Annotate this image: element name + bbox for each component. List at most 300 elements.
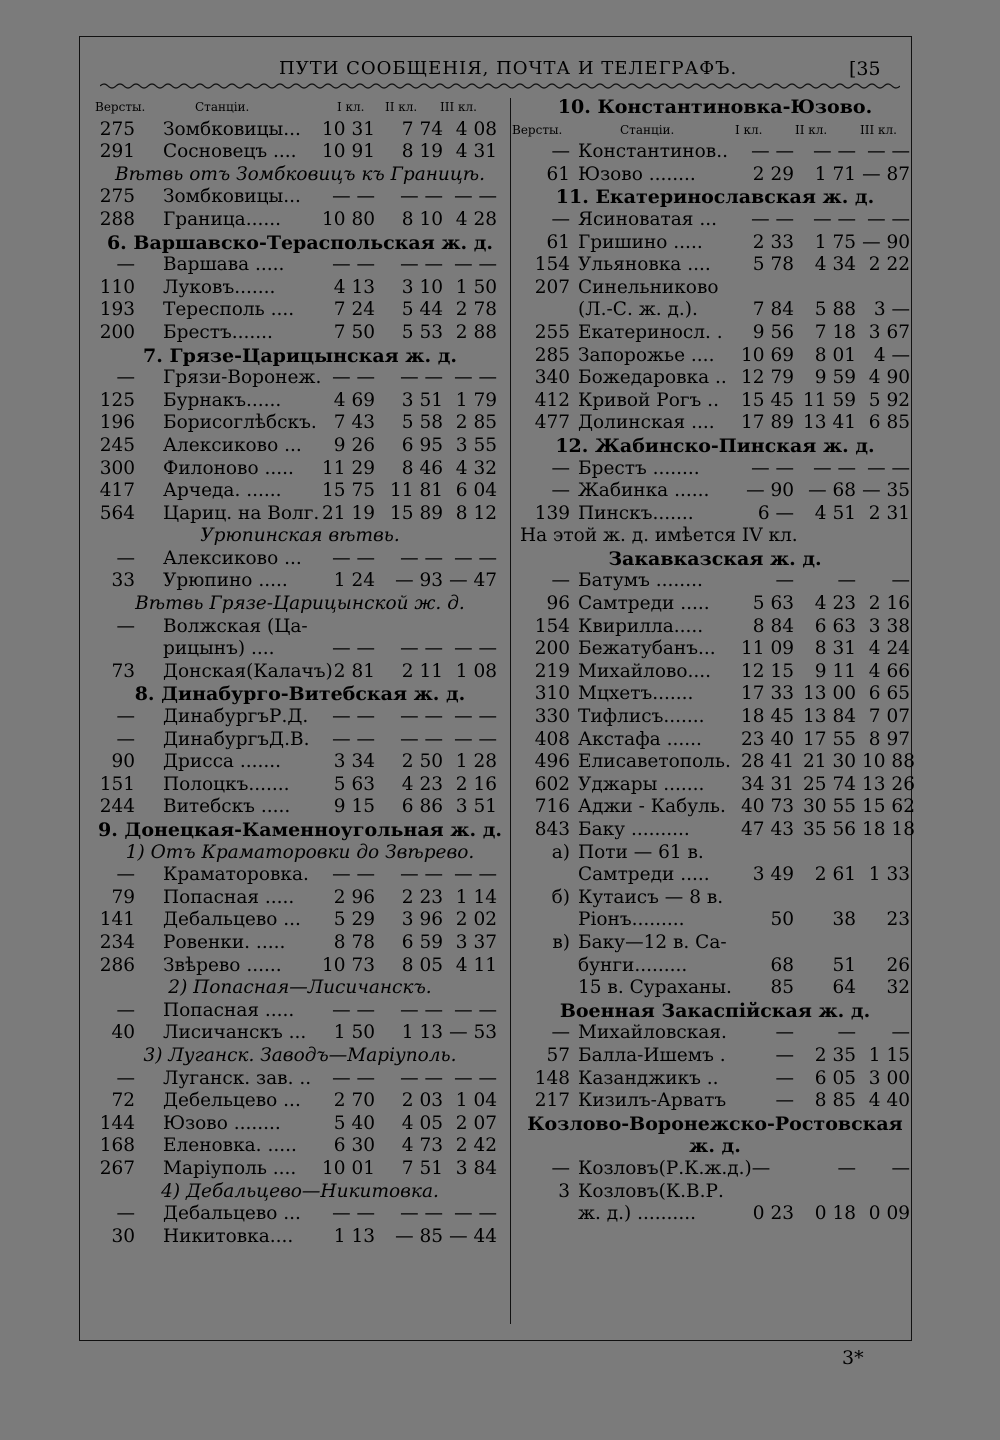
table-row [95, 1135, 505, 1158]
cell-versts: 200 [534, 638, 570, 660]
cell-versts: — [116, 367, 135, 389]
cell-station: Аджи - Кабуль. [578, 796, 726, 818]
cell-station: Козловъ(К.В.Р. [578, 1180, 724, 1202]
cell-class-2: — [837, 1022, 856, 1044]
cell-class-3: 10 88 [862, 751, 915, 773]
cell-station: Константинов.. [578, 141, 728, 163]
cell-class-1: — [775, 1044, 794, 1066]
table-row [520, 661, 910, 684]
column-header-class-3: III кл. [860, 122, 897, 137]
cell-station: Грязи-Воронеж. [163, 367, 322, 389]
cell-station: Кутаисъ — 8 в. [578, 886, 724, 908]
cell-class-1: — — [751, 208, 794, 230]
cell-station: Урюпино ..... [163, 570, 288, 592]
cell-versts: 139 [534, 502, 570, 524]
column-header-class-2: II кл. [795, 122, 828, 137]
table-row [95, 1022, 505, 1045]
cell-station: Кривой Рогъ .. [578, 389, 719, 411]
cell-class-1: — — [332, 186, 375, 208]
cell-station: Баку—12 в. Са- [578, 931, 727, 953]
cell-class-3: 23 [886, 909, 910, 931]
table-row [520, 1158, 910, 1181]
cell-versts: 33 [111, 570, 135, 592]
cell-class-1: — — [332, 706, 375, 728]
cell-class-3: 2 16 [868, 593, 910, 615]
left-column [95, 96, 505, 1248]
cell-class-3: 4 90 [868, 367, 910, 389]
table-row [520, 503, 910, 526]
cell-station: Елисаветополь. [578, 751, 731, 773]
cell-class-3: — — [867, 141, 910, 163]
cell-station: Попасная ..... [163, 886, 295, 908]
section-heading: Козлово-Воронежско-Ростовская [527, 1112, 903, 1135]
table-row [520, 932, 910, 955]
column-headers [95, 96, 505, 119]
cell-class-2: 1 71 [814, 163, 856, 185]
cell-station: Брестъ ........ [578, 457, 700, 479]
cell-class-2: 2 03 [401, 1090, 443, 1112]
cell-station: Юзово ........ [578, 163, 696, 185]
cell-class-1: — — [332, 367, 375, 389]
cell-class-2: 2 11 [401, 660, 443, 682]
cell-station: Маріуполь .... [163, 1157, 297, 1179]
table-row [95, 186, 505, 209]
cell-class-1: 12 15 [741, 660, 794, 682]
table-row [520, 864, 910, 887]
cell-class-3: — 44 [449, 1225, 497, 1247]
table-row [520, 277, 910, 300]
cell-class-3: — — [454, 254, 497, 276]
table-row [520, 1203, 910, 1226]
cell-class-2: — — [400, 1203, 443, 1225]
cell-class-1: 7 50 [333, 321, 375, 343]
cell-versts: — [116, 706, 135, 728]
cell-versts: 141 [99, 909, 135, 931]
cell-versts: б) [551, 886, 570, 908]
cell-station: Баку .......... [578, 819, 690, 840]
column-header-station: Станціи. [195, 100, 250, 114]
cell-station: Луганск. зав. .. [163, 1067, 312, 1089]
section-heading: 9. Донецкая-Каменноугольная ж. д. [97, 819, 502, 841]
cell-class-2: 30 55 [803, 796, 856, 818]
table-row [95, 367, 505, 390]
table-row [520, 412, 910, 435]
cell-versts: — [116, 999, 135, 1021]
cell-versts: 275 [99, 186, 135, 208]
table-row [95, 1158, 505, 1181]
cell-class-3: — — [454, 706, 497, 728]
cell-class-3: 2 22 [868, 254, 910, 276]
cell-class-3: 3 — [873, 299, 910, 321]
cell-station: Никитовка.... [163, 1225, 294, 1247]
cell-class-1: — — [332, 728, 375, 750]
page-title: ПУТИ СООБЩЕНІЯ, ПОЧТА И ТЕЛЕГРАФЪ. [279, 58, 738, 79]
cell-class-3: 3 67 [868, 321, 910, 343]
cell-class-1: — — [332, 1203, 375, 1225]
cell-class-3: 8 12 [455, 502, 497, 524]
cell-versts: 417 [99, 480, 135, 502]
cell-class-3: — — [454, 999, 497, 1021]
cell-class-3: 6 85 [868, 412, 910, 434]
cell-versts: 151 [99, 773, 135, 795]
cell-class-1: 17 89 [741, 412, 794, 434]
cell-station: Филоново ..... [163, 457, 294, 479]
cell-class-2: 35 56 [803, 819, 856, 840]
cell-class-3: — 35 [862, 480, 910, 502]
table-row [95, 1090, 505, 1113]
cell-class-3: — 90 [862, 231, 910, 253]
section-heading: Закавказская ж. д. [608, 547, 822, 570]
cell-station: Дебальцево ... [163, 1203, 301, 1225]
page-number: [35 [849, 58, 881, 80]
cell-versts: 110 [99, 276, 135, 298]
cell-class-3: 4 11 [455, 954, 497, 976]
cell-class-2: 6 95 [401, 434, 443, 456]
cell-versts: — [116, 1067, 135, 1089]
cell-class-2: 13 41 [803, 412, 856, 434]
cell-class-2: 1 75 [814, 231, 856, 253]
table-row [520, 1068, 910, 1091]
section-heading: 12. Жабинско-Пинская ж. д. [555, 434, 875, 457]
table-row [520, 232, 910, 255]
cell-class-1: 5 78 [752, 254, 794, 276]
cell-class-1: 2 70 [333, 1090, 375, 1112]
cell-versts: 330 [534, 706, 570, 728]
cell-class-1: 28 41 [741, 751, 794, 773]
cell-station: Краматоровка. [163, 864, 309, 886]
cell-class-3: — 47 [449, 570, 497, 592]
cell-class-2: — — [400, 1067, 443, 1089]
cell-class-2: 13 84 [803, 706, 856, 728]
cell-class-3: — [891, 570, 910, 592]
cell-class-2: — [837, 1157, 856, 1179]
table-row [95, 796, 505, 819]
cell-class-2: 8 46 [401, 457, 443, 479]
cell-versts: 408 [534, 728, 570, 750]
cell-versts: 61 [546, 163, 570, 185]
cell-class-2: — 68 [808, 480, 856, 502]
column-header-versts: Версты. [512, 122, 563, 137]
cell-class-3: 1 08 [455, 660, 497, 682]
cell-station: Екатериносл. . [578, 321, 723, 343]
cell-class-2: — [837, 570, 856, 592]
cell-station: Поти — 61 в. [578, 841, 704, 863]
cell-versts: 207 [534, 276, 570, 298]
cell-station: Борисоглѣбскъ. [163, 412, 317, 434]
cell-station: Самтреди ..... [578, 864, 710, 886]
cell-class-3: 3 51 [455, 796, 497, 818]
table-row [520, 1045, 910, 1068]
cell-versts: — [551, 1157, 570, 1179]
cell-class-2: 25 74 [803, 773, 856, 795]
cell-class-1: 1 24 [333, 570, 375, 592]
cell-class-1: — — [751, 457, 794, 479]
section-heading: 10. Константиновка-Юзово. [557, 96, 873, 118]
cell-class-1: 50 [770, 909, 794, 931]
table-row [520, 322, 910, 345]
cell-class-1: — [775, 570, 794, 592]
cell-class-2: 5 88 [814, 299, 856, 321]
table-row [520, 458, 910, 481]
cell-class-2: — — [400, 638, 443, 660]
subsection-heading: 1) Отъ Краматоровки до Звѣрево. [125, 841, 475, 863]
table-row [520, 480, 910, 503]
cell-class-3: 3 84 [455, 1157, 497, 1179]
cell-class-2: 2 50 [401, 751, 443, 773]
table-row [95, 706, 505, 729]
cell-versts: 148 [534, 1067, 570, 1089]
cell-class-1: 15 45 [741, 389, 794, 411]
cell-class-1: 23 40 [741, 728, 794, 750]
cell-versts: — [551, 570, 570, 592]
cell-class-3: 3 55 [455, 434, 497, 456]
wavy-rule [100, 80, 900, 92]
cell-class-2: 8 05 [401, 954, 443, 976]
cell-versts: 602 [534, 773, 570, 795]
cell-class-2: — — [400, 864, 443, 886]
cell-versts: 72 [111, 1090, 135, 1112]
cell-station: Балла-Ишемъ . [578, 1044, 726, 1066]
cell-station: Алексиково ... [163, 547, 302, 569]
cell-class-2: 9 11 [814, 660, 856, 682]
cell-station: Дебальцево ... [163, 909, 301, 931]
subsection-heading: 2) Попасная—Лисичанскъ. [168, 977, 432, 999]
cell-class-1: 12 79 [741, 367, 794, 389]
cell-station: Кизилъ-Арватъ [578, 1090, 727, 1112]
cell-class-2: — — [400, 254, 443, 276]
column-header-station: Станціи. [620, 122, 675, 137]
cell-class-3: 8 97 [868, 728, 910, 750]
cell-versts: а) [551, 841, 570, 863]
cell-class-1: 1 13 [333, 1225, 375, 1247]
cell-versts: 288 [99, 208, 135, 230]
cell-class-2: 6 05 [814, 1067, 856, 1089]
cell-versts: 285 [534, 344, 570, 366]
subsection-heading: Урюпинская вѣтвь. [200, 525, 400, 547]
cell-versts: 412 [534, 389, 570, 411]
column-header-class-2: II кл. [385, 100, 418, 114]
cell-class-3: — — [454, 1203, 497, 1225]
cell-station: Ріонъ......... [578, 909, 685, 931]
cell-class-2: 8 19 [401, 141, 443, 163]
column-headers [512, 119, 910, 142]
cell-versts: 496 [534, 751, 570, 773]
cell-class-3: 2 16 [455, 773, 497, 795]
cell-class-2: — — [813, 141, 856, 163]
table-row [95, 480, 505, 503]
cell-class-2: 11 59 [803, 389, 856, 411]
table-row [520, 773, 915, 797]
cell-versts: 61 [546, 231, 570, 253]
cell-station: Ровенки. ..... [163, 931, 286, 953]
cell-class-3: — [891, 1157, 910, 1179]
cell-class-1: 11 29 [322, 457, 375, 479]
cell-station: Волжская (Ца- [163, 615, 308, 637]
cell-class-1: 18 45 [741, 706, 794, 728]
cell-versts: 267 [99, 1157, 135, 1179]
cell-station: Тересполь .... [163, 299, 295, 321]
cell-class-2: — — [400, 186, 443, 208]
table-row [520, 141, 910, 164]
cell-versts: 154 [534, 254, 570, 276]
cell-class-2: 4 23 [814, 593, 856, 615]
cell-class-1: 7 24 [333, 299, 375, 321]
cell-versts: 564 [99, 502, 135, 524]
cell-class-1: 6 — [757, 502, 794, 524]
cell-class-3: — 87 [862, 163, 910, 185]
table-row [520, 367, 910, 390]
cell-station: Бурнакъ...... [163, 389, 282, 411]
cell-class-2: 38 [832, 909, 856, 931]
cell-class-1: — — [332, 547, 375, 569]
cell-class-1: 11 09 [741, 638, 794, 660]
cell-class-3: 1 14 [455, 886, 497, 908]
subsection-heading: 4) Дебальцево—Никитовка. [161, 1180, 439, 1202]
table-row [95, 119, 505, 142]
cell-class-1: 85 [770, 977, 794, 999]
cell-versts: 79 [111, 886, 135, 908]
cell-class-2: — — [400, 547, 443, 569]
table-row [520, 1181, 910, 1204]
cell-station: Полоцкъ....... [163, 773, 290, 795]
cell-class-2: 51 [832, 954, 856, 976]
table-row [95, 141, 505, 164]
cell-class-1: 17 33 [741, 683, 794, 705]
cell-class-2: 3 10 [401, 276, 443, 298]
cell-class-2: 13 00 [803, 683, 856, 705]
cell-versts: 200 [99, 321, 135, 343]
cell-versts: — [551, 141, 570, 163]
cell-class-3: 4 28 [455, 208, 497, 230]
cell-station: Ясиноватая ... [578, 208, 718, 230]
cell-station: Пинскъ....... [578, 502, 694, 524]
cell-station: Тифлисъ....... [578, 706, 705, 728]
cell-versts: 217 [534, 1090, 570, 1112]
cell-station: Витебскъ ..... [163, 796, 291, 818]
cell-versts: — [116, 547, 135, 569]
cell-class-2: — — [400, 999, 443, 1021]
cell-class-2: — — [400, 706, 443, 728]
table-row [95, 277, 505, 300]
cell-class-2: 2 61 [814, 864, 856, 886]
cell-class-2: 7 18 [814, 321, 856, 343]
cell-station: Запорожье .... [578, 344, 715, 366]
cell-class-3: 2 85 [455, 412, 497, 434]
cell-class-3: — — [867, 457, 910, 479]
table-row [520, 390, 910, 413]
cell-class-2: — — [400, 367, 443, 389]
cell-versts: 90 [111, 751, 135, 773]
table-row [520, 254, 910, 277]
cell-class-1: 2 29 [752, 163, 794, 185]
cell-class-1: 3 49 [752, 864, 794, 886]
table-row [95, 909, 505, 932]
section-note: На этой ж. д. имѣется IV кл. [520, 525, 798, 547]
cell-class-1: 21 19 [322, 502, 375, 524]
footer-signature: 3* [842, 1347, 864, 1369]
table-row [95, 887, 505, 910]
cell-versts: 73 [111, 660, 135, 682]
cell-class-3: 7 07 [868, 706, 910, 728]
cell-class-2: 1 13 [401, 1022, 443, 1044]
cell-versts: 57 [546, 1044, 570, 1066]
cell-class-1: — — [332, 1067, 375, 1089]
cell-class-1: — — [332, 864, 375, 886]
cell-class-3: — — [454, 864, 497, 886]
cell-class-2: 6 59 [401, 931, 443, 953]
cell-class-1: 2 96 [333, 886, 375, 908]
cell-station: Батумъ ........ [578, 570, 703, 592]
cell-class-2: 17 55 [803, 728, 856, 750]
cell-class-2: 2 23 [401, 886, 443, 908]
cell-station: Божедаровка .. [578, 367, 727, 389]
cell-class-3: — [891, 1022, 910, 1044]
cell-class-1: 1 50 [333, 1022, 375, 1044]
table-row [520, 164, 910, 187]
cell-station: Арчеда. ...... [163, 480, 282, 502]
cell-station: Зомбковицы... [163, 186, 301, 208]
table-row [95, 254, 505, 277]
cell-station: Козловъ(Р.К.ж.д.)— [578, 1157, 771, 1179]
cell-station: ж. д.) .......... [578, 1203, 696, 1225]
cell-class-2: 15 89 [390, 502, 443, 524]
cell-class-1: 9 26 [333, 434, 375, 456]
cell-class-2: — 85 [395, 1225, 443, 1247]
cell-class-2: 5 58 [401, 412, 443, 434]
cell-versts: 168 [99, 1135, 135, 1157]
subsection-heading: 3) Луганск. Заводъ—Маріуполь. [143, 1044, 457, 1066]
cell-station: рицынъ) .... [163, 638, 275, 660]
cell-class-3: 1 79 [455, 389, 497, 411]
cell-versts: — [551, 1022, 570, 1044]
table-row [95, 616, 505, 639]
cell-station: Сосновецъ .... [163, 141, 297, 163]
cell-class-2: 8 01 [814, 344, 856, 366]
cell-class-1: 0 23 [752, 1203, 794, 1225]
cell-class-2: 4 34 [814, 254, 856, 276]
cell-class-1: 6 30 [333, 1135, 375, 1157]
cell-class-1: — 90 [746, 480, 794, 502]
cell-class-3: 4 24 [868, 638, 910, 660]
cell-versts: 255 [534, 321, 570, 343]
cell-class-2: — — [813, 208, 856, 230]
cell-versts: 196 [99, 412, 135, 434]
cell-versts: 477 [534, 412, 570, 434]
subsection-heading: Вѣтвь отъ Зомбковицъ къ Границѣ. [115, 163, 485, 185]
cell-class-1: — — [332, 999, 375, 1021]
cell-class-1: 3 34 [333, 751, 375, 773]
cell-station: Акстафа ...... [578, 728, 702, 750]
cell-class-2: 11 81 [390, 480, 443, 502]
cell-class-1: 7 43 [333, 412, 375, 434]
cell-class-3: 6 04 [455, 480, 497, 502]
cell-versts: 716 [534, 796, 570, 818]
table-row [520, 593, 910, 616]
table-row [95, 729, 505, 752]
cell-versts: 125 [99, 389, 135, 411]
cell-versts: в) [552, 931, 570, 953]
right-column [512, 96, 915, 1226]
cell-versts: 291 [99, 141, 135, 163]
cell-station: Звѣрево ...... [163, 954, 282, 976]
cell-class-3: 5 92 [868, 389, 910, 411]
column-header-class-1: I кл. [337, 100, 365, 114]
cell-class-3: 4 31 [455, 141, 497, 163]
cell-class-1: — — [332, 254, 375, 276]
cell-class-3: 13 26 [862, 773, 915, 795]
table-row [95, 955, 505, 978]
section-heading: 8. Динабурго-Витебская ж. д. [134, 683, 466, 706]
